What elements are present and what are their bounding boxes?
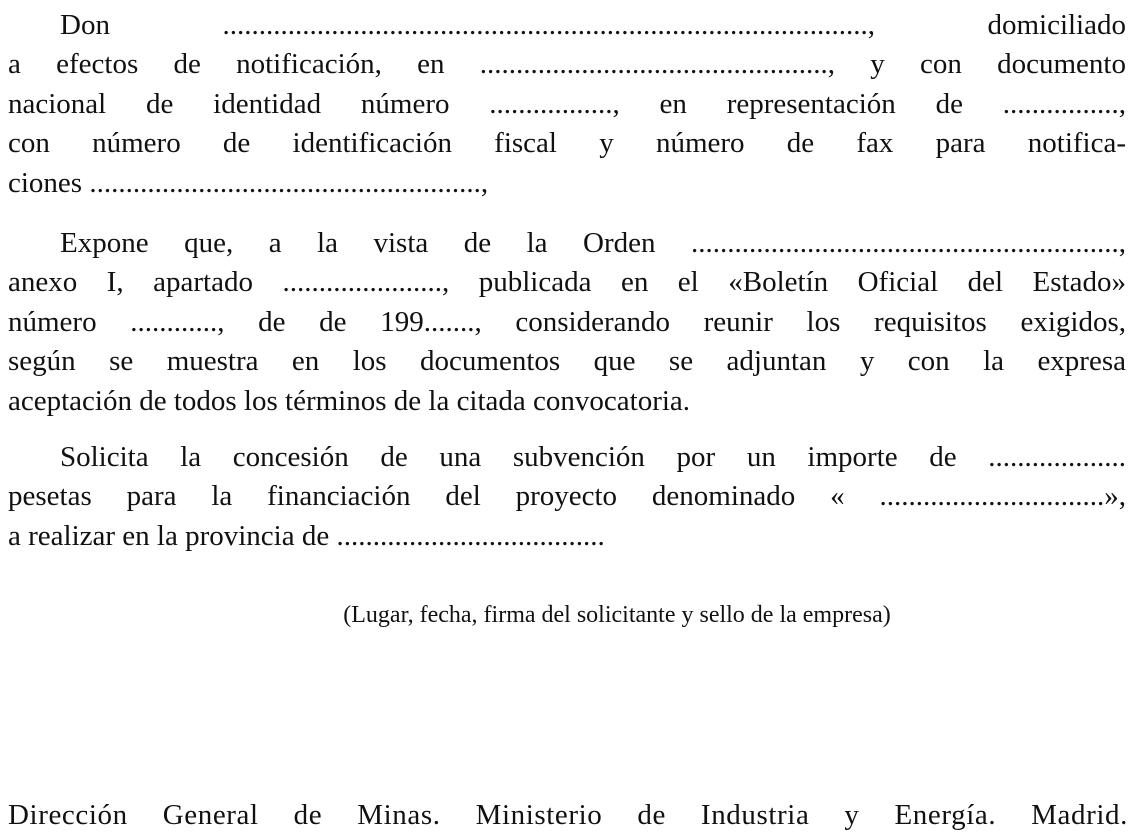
applicant-line-1: Don ........................................................................................., domiciliado xyxy=(60,9,1126,41)
exposition-line-1: Expone que, a la vista de la Orden ..........................................................., xyxy=(60,227,1126,259)
signature-note: (Lugar, fecha, firma del solicitante y sello de la empresa) xyxy=(343,602,891,628)
exposition-paragraph xyxy=(8,224,1126,421)
addressee-line: Dirección General de Minas. Ministerio de Industria y Energía. Madrid. xyxy=(8,799,1128,831)
exposition-line-3: número ............, de de 199......., considerando reunir los requisitos exigidos, xyxy=(8,305,1126,338)
applicant-paragraph xyxy=(8,6,1126,203)
request-line-2: pesetas para la financiación del proyecto denominado « ...............................», xyxy=(8,480,1126,513)
applicant-line-4: con número de identificación fiscal y número de fax para notifica- xyxy=(8,127,1126,160)
exposition-line-4: según se muestra en los documentos que se adjuntan y con la expresa xyxy=(8,345,1126,378)
exposition-line-2: anexo I, apartado ......................, publicada en el «Boletín Oficial del Estado» xyxy=(8,266,1126,299)
exposition-line-5: aceptación de todos los términos de la citada convocatoria. xyxy=(8,384,691,417)
applicant-line-2: a efectos de notificación, en ................................................, y con documento xyxy=(8,48,1126,81)
request-paragraph xyxy=(8,438,1126,556)
request-line-1: Solicita la concesión de una subvención por un importe de ................... xyxy=(60,441,1126,473)
applicant-line-3: nacional de identidad número ................., en representación de ................, xyxy=(8,87,1126,120)
applicant-line-5: ciones ......................................................, xyxy=(8,166,489,199)
request-line-3: a realizar en la provincia de ..................................... xyxy=(8,519,605,552)
